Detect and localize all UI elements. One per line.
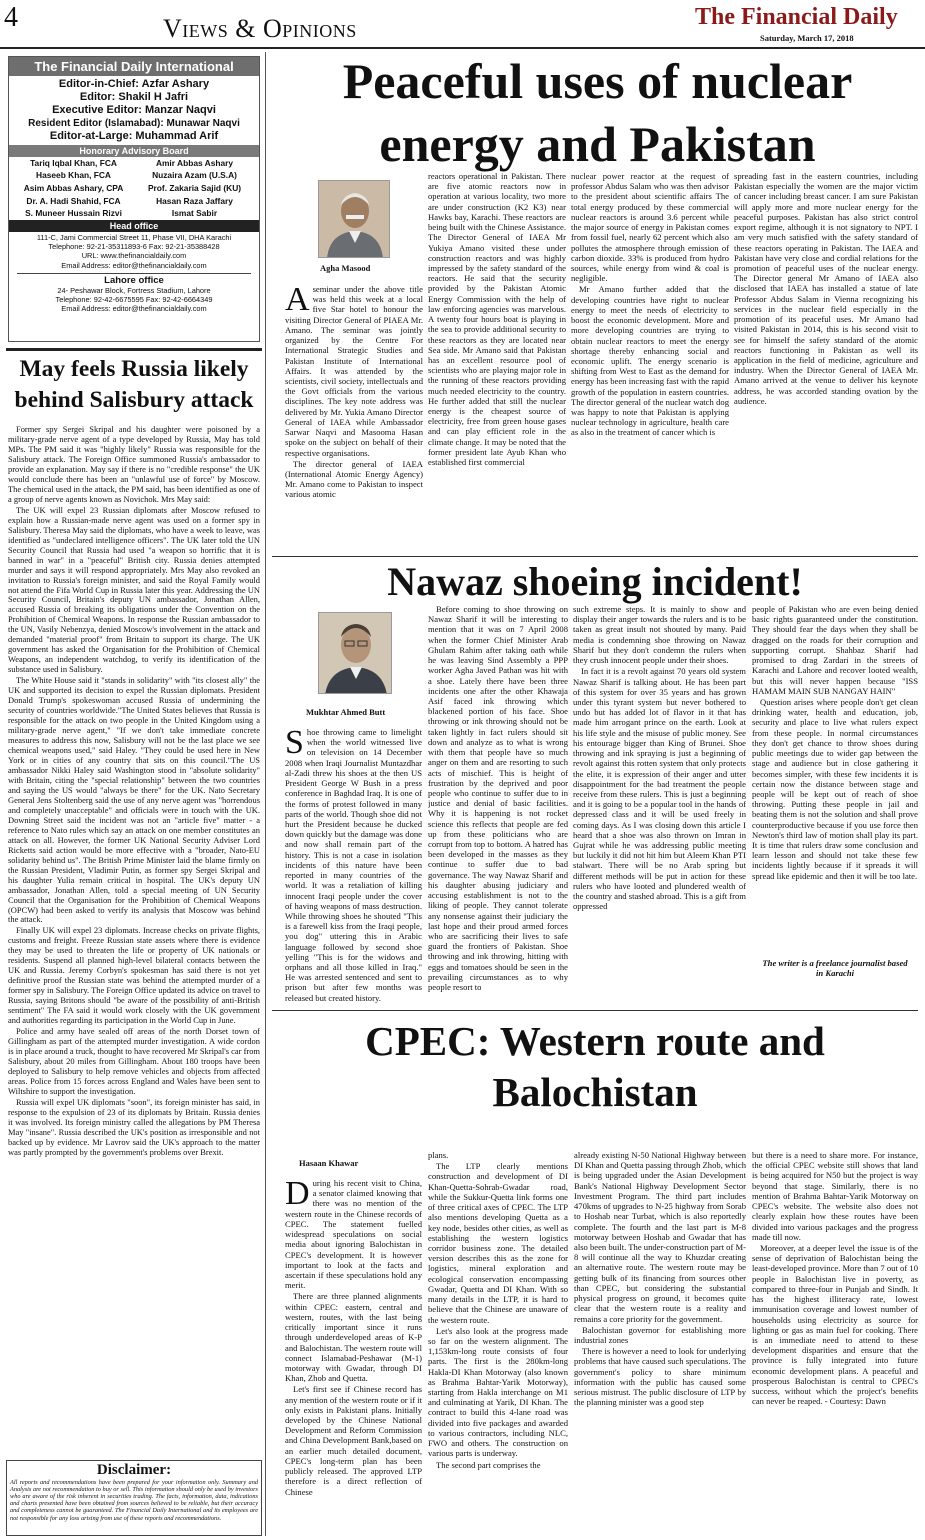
portrait-icon xyxy=(319,613,392,694)
board-member: Haseeb Khan, FCA xyxy=(36,170,111,181)
author-photo xyxy=(318,180,390,258)
paragraph: Mr Amano further added that the developing countries have right to nuclear energy to meet the needs of electricity to boost the economic development. More and more developing countries are trying to obtain nuclear reactors to meet the energy shortage thereby enhancing social and economic uplift. The energy scenario is shifting from West to East as the demand for energy has been increasing fast with the rapid growth of the population in eastern countries. The director general of the nuclear watch dog was happy to note that Pakistan is applying nuclear technology in agriculture, health care as also in the treatment of cancer which is xyxy=(571,284,729,438)
lahore-office-title: Lahore office xyxy=(104,274,164,286)
paragraph: In fact it is a revolt against 70 years old system Nawaz Sharif is talking about. He has been part of this system for over 35 years and has grown under this tyrant system but never bothered to undo but has added lot of flavor in it that has made him arrogant prince on the earth. Look at his life style and the misuse of public money. See his entourage bigger than King of Brunei. Shoe throwing and ink spraying is just a beginning of revolt against this rotten system that only protects the elite, it is expression of their anger and utter disappointment for the bad treatment the people receive from these rulers. This is just a beginning and it is going to be a popular tool in the hands of depressed class and it will be used freely in coming days. As I was closing down this article I heard that a shoe was also thrown on Imran in Gujrat while he was addressing public meeting but luckily it did not hit him but Aleem Khan PTI stalwart. There will be no Arab spring but different methods will be put in action for these rulers who have looted and plundered wealth of the country and stashed abroad. This is a gift from oppressed xyxy=(573,666,746,912)
paragraph: seminar under the above title was held this week at a local five Star hotel to honour the visiting Director General of PIAEA Mr. Amano. The seminar was jointly organized by the Centre For International Strategic Studies and Pakistan Institute of International Affairs. It was attended by the scientists, civil society, intellectuals and the Govt officials from the various disciplines. The key note address was delivered by Mr. Yukia Amano Director General of IAEA while Ambassador Sarwar Naqvi and Masooma Hasan spoke on the subject on behalf of their respective organisations. xyxy=(285,284,423,458)
issue-date: Saturday, March 17, 2018 xyxy=(760,33,854,43)
cpec-col-4 xyxy=(752,1150,918,1536)
nuclear-author: Agha Masood xyxy=(320,263,371,273)
editor-line: Editor-in-Chief: Azfar Ashary xyxy=(58,78,210,90)
disclaimer-box xyxy=(6,1460,262,1536)
cpec-col-2 xyxy=(428,1150,568,1536)
board-member: Tariq Iqbal Khan, FCA xyxy=(30,157,117,168)
nuclear-col-1 xyxy=(285,284,423,554)
address-line: Telephone: 92-21-35311893-6 Fax: 92-21-35388428 xyxy=(48,242,220,252)
board-member: Nuzaira Azam (U.S.A) xyxy=(152,170,237,181)
paragraph: Balochistan governor for establishing more industrial zones xyxy=(574,1324,746,1345)
advisory-board-list xyxy=(9,157,259,220)
page-number: 4 xyxy=(4,2,18,33)
section-title: Views & Opinions xyxy=(163,14,357,43)
paragraph: hoe throwing came to limelight when the world witnessed live on television on 14 December 2008 when Iraqi Journalist Muntazdhar al-Zadi threw his shoes at the then US President George W Bush in a press conference in Baghdad Iraq. It is one of the forms of protest followed in many parts of the world. Though shoe did not hurt the President because he ducked down quickly but the damage was done and now shall remain part of the history. This is not a case in isolation incidents of this nature have been reported in many countries of the world. It was a retaliation of killing innocent Iraqi people under the cover of having weapons of mass destruction. While throwing shoes he shouted "This is a farewell kiss from the Iraqi people, you dog" uttering this in Arabic language followed by second shoe yelling "This is for the widows and orphans and all those killed in Iraq." He was arrested sentenced and sent to prison but after few months was released but created history. xyxy=(285,727,422,1003)
section-rule xyxy=(272,556,918,557)
paragraph: The LTP clearly mentions construction and development of DI Khan-Quetta-Sohrab-Gwadar road, while the Sukkur-Quetta link forms one of three critical axes of CPEC. The LTP also mentions developing Quetta as a key node, besides other cities, as well as establishing the western logistics corridor business zone. The detailed version describes this as the zone for logistics, mineral exploration and ecological conservation encompassing Gwadar, Quetta and DI Khan. With so many details in the LTP, it is hard to believe that the Chinese are unaware of the western route. xyxy=(428,1161,568,1325)
paragraph: There are three planned alignments within CPEC: eastern, central and western, routes, with the last being critically important since it runs through underdeveloped areas of K-P and Balochistan. The western route will connect Islamabad-Peshawar (M-1) motorway with Gwadar, through DI Khan, Zhob and Quetta. xyxy=(285,1291,422,1384)
dropcap: S xyxy=(285,727,304,761)
russia-headline: May feels Russia likely behind Salisbury attack xyxy=(14,356,254,413)
paragraph: Moreover, at a deeper level the issue is of the sense of deprivation of Balochistan being the least-developed province. More than 7 out of 10 people in Balochistan live in poverty, as compared to three-four in Punjab and Sindh. It has the highest illiteracy rate, lowest immunisation coverage and lowest number of households using electricity as source for lighting or gas as main fuel for cooking. There is an immediate need to attend to these development disparities and ensure that the province is fully integrated into future economic development plans. A peaceful and prosperous Balochistan is central to CPEC's success, without which the project's benefits can never be reaped. - Courtesy: Dawn xyxy=(752,1242,918,1407)
paragraph: but there is a need to share more. For instance, the official CPEC website still shows that land is being acquired for N50 but the project is way beyond that stage. Similarly, there is no mention of Brahma Bahtar-Yarik Motorway on CPEC's website. The website also does not clearly explain how these routes have been divided into various packages and the progress made till now. xyxy=(752,1150,918,1242)
paragraph: already existing N-50 National Highway between DI Khan and Quetta passing through Zhob, which is being upgraded under the Asian Development Bank's National Highway Development Sector Investment Program. The third part includes 470kms of upgrades to N-25 highway from Sorab to Hoshab near Turbat, which is also reportedly complete. The fourth and the last part is M-8 motorway between Hoshab and Gwadar that has also been built. The under-construction part of M-8 will continue all the way to Khuzdar creating an alternative route. The western route may be getting bulk of its financing from sources other than CPEC, but considering the substantial physical progress on ground, it becomes quite clear that the western route is a reality and remains a core priority for the government. xyxy=(574,1150,746,1324)
nawaz-headline: Nawaz shoeing incident! xyxy=(387,559,803,604)
paragraph: uring his recent visit to China, a senator claimed knowing that there was no mention of the western route in the Chinese records of CPEC. The statement fuelled widespread speculations on social media about ignoring Balochistan in CPEC's development. It is however important to look at the facts and ascertain if these speculations hold any merit. xyxy=(285,1178,422,1291)
address-line: 24- Peshawar Block, Fortress Stadium, Lahore xyxy=(57,285,211,295)
paragraph: people of Pakistan who are even being denied basic rights guaranteed under the constitution. They should fear the days when they shall be dragged on the roads for their corruption and supporting corrupt. Shahbaz Sharif had promised to drag Zardari in the streets of Karachi and Lahore and recover looted wealth, but this will never happen because "ISS HAMAM MAIN SUB NANGAY HAIN" xyxy=(752,604,918,696)
lahore-office-address xyxy=(9,286,259,314)
editor-line: Editor: Shakil H Jafri xyxy=(79,91,189,104)
paragraph: Let's first see if Chinese record has any mention of the western route or if it only exists in Pakistani plans. Initially developed by the Chinese National Development and Reform Commission and China Development Bank,based on an earlier much detailed document, CPEC's long-term plan has been publicly released. The approved LTP therefore is a direct reflection of Chinese xyxy=(285,1384,422,1497)
author-photo xyxy=(318,612,392,694)
board-member: Prof. Zakaria Sajid (KU) xyxy=(147,182,242,193)
paragraph: There is however a need to look for underlying problems that have caused such speculations. The government's policy to share minimum information with the public has caused some serious mistrust. The public disclosure of LTP by the planning minister was a good step xyxy=(574,1346,746,1408)
nawaz-col-1 xyxy=(285,727,422,1007)
nuclear-col-2 xyxy=(428,171,566,554)
paragraph: The UK will expel 23 Russian diplomats after Moscow refused to explain how a Russian-made nerve agent was used on a former spy in Salisbury. Theresa May said the diplomats, who have a week to leave, was identified as "undeclared intelligence officers". The UK later told the UN Security Council that Russia had used "a weapon so horrific that it is banned in war" in a "peaceful" British city. Russia denies attempted murder and says it will respond appropriately. Mrs May also revoked an invitation to Russia's foreign minister, and said the Royal Family would not attend the Fifa World Cup in Russia later this year. Addressing the UN Security Council, Britain's deputy UN ambassador, Jonathan Allen, accused Russia of breaking its obligations under the Convention on the Prohibition of Chemical Weapons. In response the Russian ambassador to the UN, Vasily Nebenzya, denied Moscow's involvement in the attack and demanded "material proof" from Britain to support its charge. The UK government has asked the Organisation for the Prohibition of Chemical Weapons, an independent watchdog, to verify its identification of the substance used in Salisbury. xyxy=(8,504,260,675)
paragraph: reactors operational in Pakistan. There are five atomic reactors now in operation at various locality, two more are under construction (K2 K3) near Hawks bay, Karachi. These reactors are being built with the Chinese Assistance. The Director General of IAEA Mr Yukiya Amano visited these under construction reactors and was highly impressed by the safety standard of the reactors. He said that the security provided by the Pakistan Atomic Energy Commission with the help of law enforcing agencies was marvelous. A twenty four hours boat is playing in the sea to provide additional security to these reactors as they are located near Sea side. Mr Amano said that Pakistan has an excellent resource pool of scientists who are playing major role in the running of these reactors providing much needed electricity to the country. He further added that still the nuclear energy is the cheapest source of electricity, free from green house gases and can play efficient role in the climate change. It may be noted that the former president late Ayub Khan who established first commercial xyxy=(428,171,566,468)
nawaz-col-2 xyxy=(428,604,568,1007)
head-office-title: Head office xyxy=(9,220,259,232)
paragraph: Police and army have sealed off areas of the north Dorset town of Gillingham as part of the attempted murder investigation. A wide cordon is in place around a truck, thought to have recovered Mr Skripal's car from Salisbury, about 20 miles from Gillingham. About 180 troops have been deployed to Salisbury to help remove vehicles and objects from affected areas. Police from 15 forces across England and Wales have been sent to Wiltshire to support the investigation. xyxy=(8,1026,260,1096)
nuclear-col-3 xyxy=(571,171,729,554)
board-member: Dr. A. Hadi Shahid, FCA xyxy=(26,195,121,206)
board-member: Asim Abbas Ashary, CPA xyxy=(23,182,124,193)
dropcap: A xyxy=(285,284,310,318)
paragraph: nuclear power reactor at the request of professor Abdus Salam who was then advisor to the president about scientific affairs The total energy produced by these commercial nuclear reactors is around 3.6 percent while the major source of energy in Pakistan comes from fossil fuel, nearly 62 percent which also pollutes the atmosphere through emission of carbon dioxide. 33% is produced from hydro sources, while energy from wind & coal is negligible. xyxy=(571,171,729,284)
paragraph: Russia will expel UK diplomats "soon", its foreign minister has said, in response to the expulsion of 23 of its diplomats by Britain. Russia denies it was involved. Its foreign ministry called the allegations by PM Theresa May "insane". Russia described the UK's position as irresponsible and not backed up by evidence. Mr Lavrov said the UK's approach to the matter was partly prompted by the government's problems over Brexit. xyxy=(8,1096,260,1157)
address-line: Telephone: 92-42-6675595 Fax: 92-42-6664349 xyxy=(55,295,213,305)
header-rule xyxy=(0,47,925,49)
nawaz-col-4 xyxy=(752,604,918,956)
cpec-col-3 xyxy=(574,1150,746,1536)
writer-note: The writer is a freelance journalist based in Karachi xyxy=(762,958,908,979)
paragraph: The director general of IAEA (International Atomic Energy Agency) Mr. Amano come to Pakistan to inspect various atomic xyxy=(285,458,423,500)
paragraph: The White House said it "stands in solidarity" with "its closest ally" the UK and supported its decision to expel the Russian diplomats. President Donald Trump's spokeswoman accused Russia of undermining the security of countries worldwide."The United States believes that Russia is responsible for the attack on two people in the United Kingdom using a military-grade nerve agent," "If we don't take immediate concrete measures to address this now, Salisbury will not be the last place we see chemical weapons used," said Haley. "They could be used here in New York or in cities of any country that sits on this council."The US ambassador Nikki Haley said Washington stood in "absolute solidarity" with Britain, citing the "special relationship" between the two countries and saying the US would "always be there" for the UK. Nato Secretary General Jens Stoltenberg said the use of any nerve agent was "horrendous and completely unacceptable" and officials were in touch with the UK. Downing Street said the incident was not an "article five" matter - a reference to Nato rules which say an attack on one member constitutes an attack on all. However, the former UK National Security Adviser Lord Ricketts said action would be more effective with a "broader, Nato-EU solidarity behind us". The British Prime Minister laid the blame firmly on the Russian President, Vladimir Putin, as former spy Sergei Skripal and his daughter Yulia remain critical in hospital. The UK's deputy UN ambassador, Jonathan Allen, told a special meeting of UN Security Council that the Organisation for the Prohibition of Chemical Weapons (OPCW) had been asked to verify its analysis that Moscow was behind the attack. xyxy=(8,675,260,925)
russia-article-body xyxy=(8,425,260,1458)
nuclear-col-4 xyxy=(734,171,918,554)
nawaz-author: Mukhtar Ahmed Butt xyxy=(306,707,386,717)
paragraph: Question arises where people don't get clean drinking water, health and education, job, security and place to live what rulers expect from these people. In normal circumstances they don't get chance to throw shoes during public meetings due to wider gap between the stage and audience but in close gathering it becomes simpler, with these few incidents it is certain now the distance between stage and people will be kept out of reach of shoe throwing. Putting these people in jail and beating them is not the solution and shall prove counterproductive because if you use force then Newton's third law of motion shall play its part. It is time that rulers draw some conclusion and learn lesson and should not take these few incidents lightly because if it spreads it will spread like epidemic and then it will be too late. xyxy=(752,696,918,881)
nawaz-col-3 xyxy=(573,604,746,1007)
masthead-box xyxy=(8,56,260,342)
disclaimer-text: All reports and recommendations have been prepared for your information only. Summary and Analysis are not recommendation to buy or sell. This information should only be used by investors who are aware of the risk inherent in securities trading. The facts, information, data, indications and charts presented have been obtained from sources believed to be reliable, but their accuracy and completeness cannot be guaranteed. The Financial Daily International and its employees are not responsible for any loss arising from use of these reports and recommendations. xyxy=(10,1478,258,1522)
portrait-icon xyxy=(319,181,390,258)
dropcap: D xyxy=(285,1178,310,1212)
disclaimer-title: Disclaimer: xyxy=(96,1462,172,1478)
editor-list xyxy=(9,76,259,145)
masthead-title: The Financial Daily International xyxy=(9,57,259,76)
advisory-board-title: Honorary Advisory Board xyxy=(9,145,259,157)
editor-line: Resident Editor (Islamabad): Munawar Naqvi xyxy=(28,117,240,129)
paragraph: Before coming to shoe throwing on Nawaz Sharif it will be interesting to mention that it was on 7 April 2008 when the former Chief Minister Arab Ghulam Rahim after taking oath while he was leaving Sind Assembly a PPP worker Agha Javed Pathan was hit with a shoe. Lately there have been three incidents one after the other Khawaja Asif faced ink throwing which blackened portion of his face. Shoe throwing or ink throwing should not be taken lightly in fact rulers should sit down and analyze as to what is wrong with them that people have so much anger on them and are resorting to such acts of mischief. This is height of frustration by the deprived and poor people who continue to suffer due to in justice and denial of basic facilities. Why it is happening is not rocket science this reflects that people are fed up from these politicians who are corrupt from top to bottom. A hatred has been developed in the masses as they continue to suffer due to bad governance. The way Nawaz Sharif and his daughter abusing judiciary and accusing establishment is not to the liking of people. They cannot tolerate any nonsense against their judiciary the last hope and their proud armed forces who are sacrificing their lives to safe guard the frontiers of Pakistan. Shoe throwing and ink throwing, hitting with eggs and tomatoes should be seen in the prevailing circumstances as to why people resort to xyxy=(428,604,568,993)
editor-line: Editor-at-Large: Muhammad Arif xyxy=(49,129,219,142)
paragraph: such extreme steps. It is mainly to show and display their anger towards the rulers and is to be taken as great insult not shouted by many. Paid media is condemning shoe throwing on Nawaz Sharif but they don't condemn the rulers when they crush innocent people under their shoes. xyxy=(573,604,746,666)
paragraph: The second part comprises the xyxy=(436,1459,541,1470)
board-member: Amir Abbas Ashary xyxy=(155,157,234,168)
cpec-col-1 xyxy=(285,1178,422,1536)
paragraph: Former spy Sergei Skripal and his daughter were poisoned by a military-grade nerve agent of a type developed by Russia, May has told MPs. The PM said it was "highly likely" Russia was responsible for the Salisbury attack. The Foreign Office summoned Russia's ambassador to provide an explanation. May say if there is no "credible response" the UK would conclude there has been an "unlawful use of force" by Moscow. The chemical used in the attack, the PM said, has been identified as one of a group of nerve agents known as Novichok. Mrs May said: xyxy=(8,425,260,504)
paragraph: Finally UK will expel 23 diplomats. Increase checks on private flights, customs and freight. Freeze Russian state assets where there is evidence they may be used to threaten the life or property of UK nationals or residents. Suspend all planned high-level bilateral contacts between the UK and Russia. Jeremy Corbyn's spokesman has said there is not yet definitive proof the Russian state was behind the attempted murder of a former spy in Salisbury. The Foreign Office updated its advice on travel to Russia, saying Britons should "be aware of the possibility of anti-British sentiment" The FA said it would work closely with the UK government and authorities regarding its participation in the World Cup in June. xyxy=(8,925,260,1026)
section-rule xyxy=(272,1010,918,1011)
newspaper-brand: The Financial Daily xyxy=(695,4,898,30)
address-line: Email Address: editor@thefinancialdaily.com xyxy=(61,304,207,314)
left-rule xyxy=(6,348,262,351)
board-member: S. Muneer Hussain Rizvi xyxy=(25,208,122,219)
paragraph: Let's also look at the progress made so far on the western alignment. The 1,153km-long route consists of four parts. The first is the 280km-long Hakla-DI Khan Motorway (also known as Brahma Bahtar-Yarik Motorway), starting from Hakla interchange on M1 and culminating at Yarik, DI Khan. The contract to build this 4-lane road was divided into five packages and awarded to various contractors, including NLC, FWO and others. The construction on various parts is underway. xyxy=(428,1325,568,1459)
cpec-author: Hasaan Khawar xyxy=(299,1158,359,1168)
column-divider xyxy=(265,52,266,1536)
head-office-address xyxy=(9,232,259,273)
cpec-headline: CPEC: Western route and Balochistan xyxy=(365,1018,825,1115)
address-line: Email Address: editor@thefinancialdaily.com xyxy=(61,260,207,270)
board-member: Ismat Sabir xyxy=(171,208,218,219)
nuclear-headline: Peaceful uses of nuclear energy and Pakistan xyxy=(342,53,853,172)
paragraph: plans. xyxy=(428,1150,449,1160)
editor-line: Executive Editor: Manzar Naqvi xyxy=(52,104,216,117)
address-line: URL: www.thefinancialdaily.com xyxy=(81,251,187,261)
paragraph: spreading fast in the eastern countries, including Pakistan especially the women are the major victim of cancer including breast cancer. I am sure Pakistan will apply more and more nuclear energy for the peaceful purposes. Pakistan has also strict control export regime, although it is not signatory to NPT. I am very much satisfied with the safety standard of these reactors operating in Pakistan. The IAEA and Pakistan have very close and cordial relations for the promotion of peaceful uses of the nuclear energy. The Director general Mr Amano of IAEA also disclosed that IAEA has installed a statue of late Professor Abdus Salam in Vienna recognizing his services in the nuclear field especially in the promotion of its peaceful uses. Mr Amano had visited Pakistan in 2014, this is his second visit to see for himself the safety standard of the atomic reactors functioning in Pakistan as well its application in the field of medicine, agriculture and industry. When the Director General of IAEA Mr. Amano arrived at the venue to deliver his keynote address, he was accorded standing ovation by the audience. xyxy=(734,171,918,406)
board-member: Hasan Raza Jaffary xyxy=(156,195,233,206)
address-line: 111-C, Jami Commercial Street 11, Phase VII, DHA Karachi xyxy=(36,232,232,242)
